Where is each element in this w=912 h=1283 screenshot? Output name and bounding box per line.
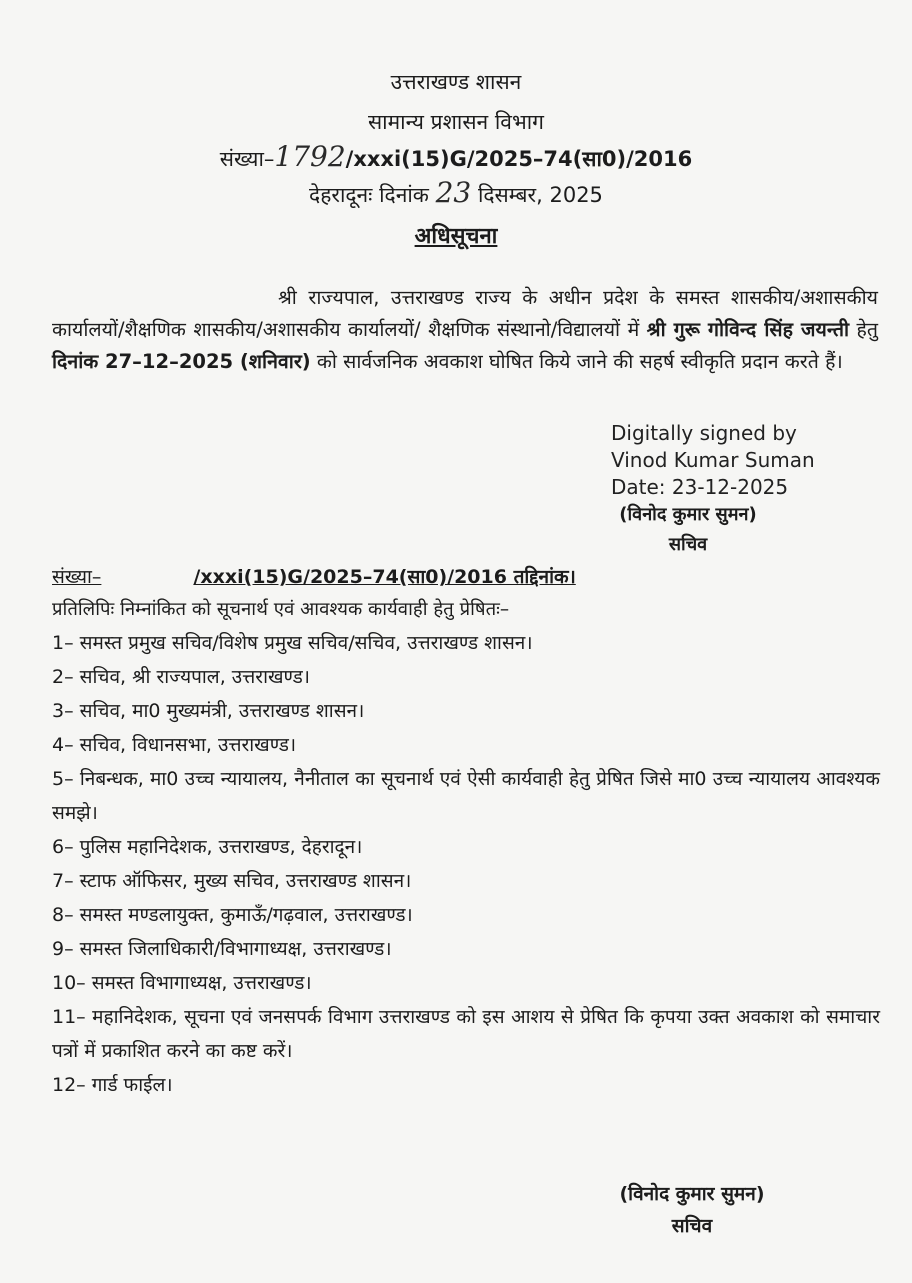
list-item: 3– सचिव, मा0 मुख्यमंत्री, उत्तराखण्ड शासन। [52,700,365,722]
document-title-wrapper [0,220,912,250]
signatory-designation-bottom: सचिव [671,1215,713,1237]
copy-reference-prefix: संख्या– [52,566,102,588]
list-item: 4– सचिव, विधानसभा, उत्तराखण्ड। [52,734,297,756]
notification-text-part2: हेतु [856,318,879,341]
reference-prefix: संख्या– [219,147,275,171]
holiday-date: दिनांक 27–12–2025 (शनिवार) [52,350,311,373]
list-item: 12– गार्ड फाईल। [52,1074,173,1096]
department-name: सामान्य प्रशासन विभाग [367,110,545,134]
date-suffix: दिसम्बर, 2025 [477,183,603,207]
copy-intro: प्रतिलिपिः निम्नांकित को सूचनार्थ एवं आवश्यक कार्यवाही हेतु प्रेषितः– [52,599,510,620]
signatory-designation: सचिव [668,534,708,555]
list-item: 6– पुलिस महानिदेशक, उत्तराखण्ड, देहरादून। [52,836,363,858]
date-prefix: देहरादूनः दिनांक [309,183,429,207]
notification-paragraph [52,282,878,378]
list-item: 7– स्टाफ ऑफिसर, मुख्य सचिव, उत्तराखण्ड शासन। [52,870,412,892]
document-title: अधिसूचना [414,224,498,249]
copy-reference-suffix: /xxxi(15)G/2025–74(सा0)/2016 तद्दिनांक। [193,566,576,588]
digital-signature-line1: Digitally signed by [611,421,797,445]
signatory-name: (विनोद कुमार सुमन) [619,504,757,525]
list-item: 1– समस्त प्रमुख सचिव/विशेष प्रमुख सचिव/सचिव, उत्तराखण्ड शासन। [52,632,533,654]
digital-signature-signer: Vinod Kumar Suman [611,448,815,472]
notification-text-part1: श्री राज्यपाल, उत्तराखण्ड राज्य के अधीन प्रदेश के समस्त शासकीय/अशासकीय कार्यालयों/शैक्षणिक शासकीय/अशासकीय कार्यालयों/ शैक्षणिक संस्थानो/विद्यालयों में [52,286,878,341]
copy-reference-line [52,563,882,589]
list-item: 9– समस्त जिलाधिकारी/विभागाध्यक्ष, उत्तराखण्ड। [52,938,392,960]
notification-text [52,282,878,378]
signature-block-top [588,500,788,560]
list-item: 5– निबन्धक, मा0 उच्च न्यायालय, नैनीताल का सूचनार्थ एवं ऐसी कार्यवाही हेतु प्रेषित जिसे मा0 उच्च न्यायालय आवश्यक समझे। [52,768,880,824]
list-item: 11– महानिदेशक, सूचना एवं जनसपर्क विभाग उत्तराखण्ड को इस आशय से प्रेषित कि कृपया उक्त अवकाश को समाचार पत्रों में प्रकाशित करने का कष्ट करें। [52,1006,880,1062]
digital-signature-date: Date: 23-12-2025 [611,475,789,499]
recipient-list [52,626,880,1102]
reference-suffix: /xxxi(15)G/2025–74(सा0)/2016 [345,147,693,171]
list-item: 2– सचिव, श्री राज्यपाल, उत्तराखण्ड। [52,666,310,688]
handwritten-reference-number: 1792 [274,140,346,173]
handwritten-date-day: 23 [435,176,472,209]
signatory-name-bottom: (विनोद कुमार सुमन) [619,1183,765,1205]
festival-name: श्री गुरू गोविन्द सिंह जयन्ती [646,318,850,341]
reference-number [0,140,912,173]
digital-signature [611,420,871,501]
signature-block-bottom [592,1178,792,1242]
notification-text-part3: को सार्वजनिक अवकाश घोषित किये जाने की सहर्ष स्वीकृति प्रदान करते हैं। [316,350,843,373]
government-name: उत्तराखण्ड शासन [390,70,522,94]
list-item: 8– समस्त मण्डलायुक्त, कुमाऊँ/गढ़वाल, उत्तराखण्ड। [52,904,413,926]
list-item: 10– समस्त विभागाध्यक्ष, उत्तराखण्ड। [52,972,312,994]
issue-date [0,176,912,209]
